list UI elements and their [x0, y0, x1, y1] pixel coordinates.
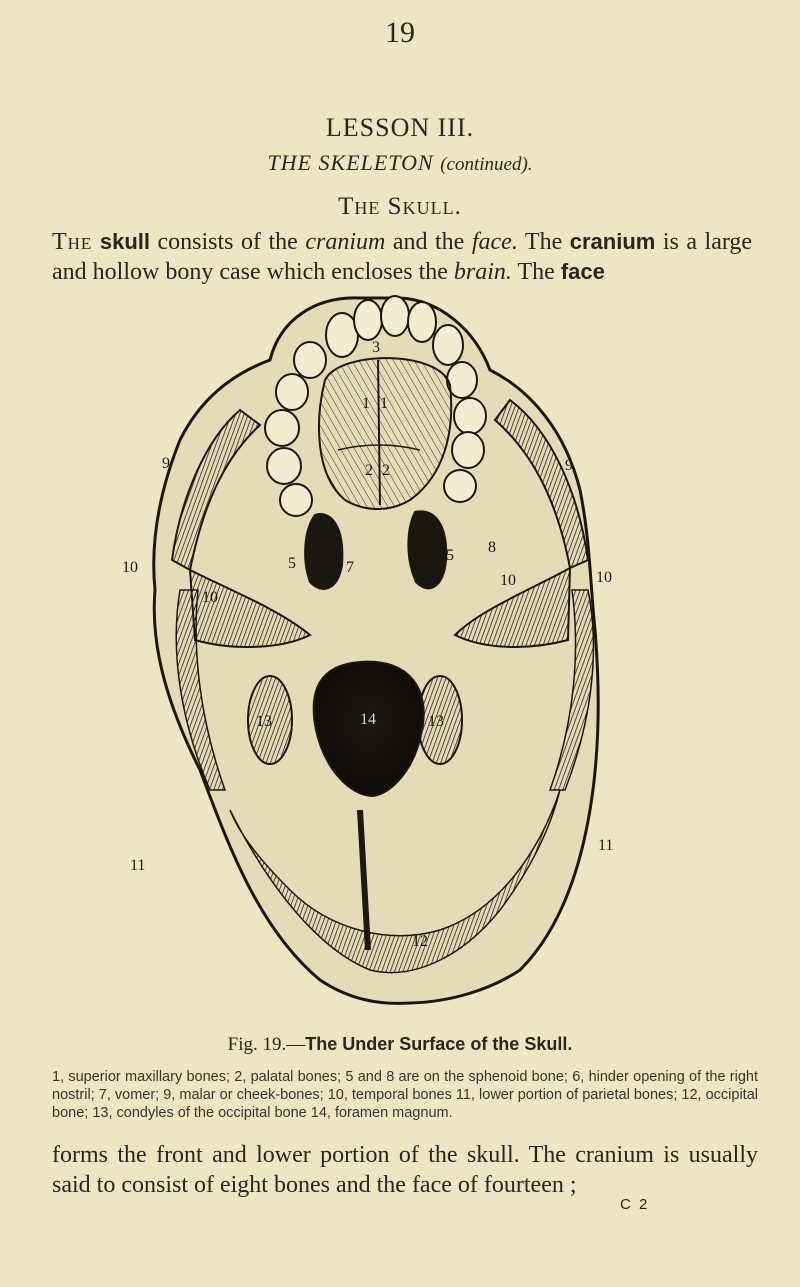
label-10-far-right: 10 [596, 569, 612, 586]
section-title: The Skull. [338, 193, 462, 220]
para-text: and the [392, 229, 465, 255]
label-10-right: 10 [500, 572, 516, 589]
label-1-left: 1 [362, 395, 370, 412]
label-9-right: 9 [565, 457, 573, 474]
para-term-skull: skull [99, 229, 150, 254]
label-3: 3 [372, 339, 380, 356]
caption-figure-number: Fig. 19.— [227, 1034, 306, 1055]
para-term-cranium-italic: cranium [305, 229, 386, 255]
para-word: The [52, 229, 93, 255]
label-2-left: 2 [365, 462, 373, 479]
label-14: 14 [360, 711, 376, 728]
para-term-face: face [560, 259, 605, 284]
label-12: 12 [412, 933, 428, 950]
label-6: 6 [322, 527, 330, 544]
label-5-right: 5 [446, 547, 454, 564]
figure-caption [0, 1034, 800, 1056]
label-10-far-left: 10 [122, 559, 138, 576]
label-10-left: 10 [202, 589, 218, 606]
label-5-left: 5 [288, 555, 296, 572]
lesson-subtitle [0, 150, 800, 176]
para-term-cranium: cranium [569, 229, 656, 254]
label-7: 7 [346, 559, 354, 576]
label-13-left: 13 [256, 713, 272, 730]
label-1-right: 1 [380, 395, 388, 412]
page-number: 19 [385, 16, 415, 49]
para-term-brain: brain. [453, 259, 512, 285]
label-11-right: 11 [598, 837, 614, 854]
right-nostril-opening [408, 511, 446, 588]
figure-legend: 1, superior maxillary bones; 2, palatal bones; 5 and 8 are on the sphenoid bone; 6, hinder opening of the right nostril; 7, vomer; 9, malar or cheek-bones; 10, temporal bones 11, lower portion of parietal bones; 12, occipital bone; 13, condyles of the occipital bone 14, foramen magnum. [52, 1069, 758, 1121]
lesson-heading: LESSON III. [325, 113, 475, 142]
label-13-right: 13 [428, 713, 444, 730]
subtitle-main: THE SKELETON [267, 150, 434, 175]
skull-figure [110, 290, 700, 1020]
label-2-right: 2 [382, 462, 390, 479]
label-11-left: 11 [130, 857, 146, 874]
label-9-left: 9 [162, 455, 170, 472]
intro-paragraph [52, 227, 752, 287]
para-text: is a large and hollow bony case which encloses the [52, 229, 753, 285]
para-text: The [524, 229, 563, 255]
para-text: The [517, 259, 555, 285]
para-text: consists of the [157, 229, 298, 255]
subtitle-continued: (continued). [440, 154, 533, 175]
label-8: 8 [488, 539, 496, 556]
signature-mark: C 2 [620, 1196, 650, 1213]
skull-illustration [110, 290, 700, 1020]
left-nostril-opening [305, 514, 342, 589]
para-term-face-italic: face. [471, 229, 518, 255]
continuation-paragraph: forms the front and lower portion of the skull. The cranium is usually said to consist of eight bones and the face of fourteen ; [52, 1142, 758, 1198]
caption-title: The Under Surface of the Skull. [305, 1034, 573, 1054]
